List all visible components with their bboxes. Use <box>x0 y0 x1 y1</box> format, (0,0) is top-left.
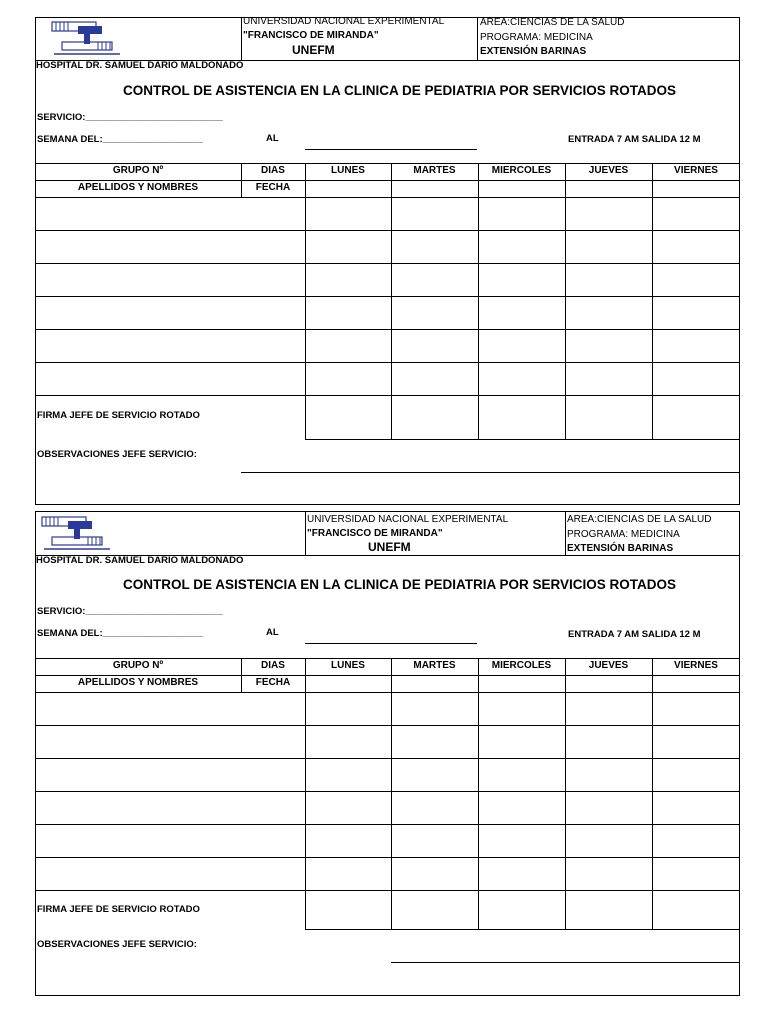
servicio-label: SERVICIO:__________________________ <box>37 606 223 617</box>
col-viernes: VIERNES <box>674 165 718 176</box>
col-miercoles: MIERCOLES <box>491 660 552 671</box>
university-line2: "FRANCISCO DE MIRANDA" <box>307 528 443 539</box>
col-viernes: VIERNES <box>674 660 718 671</box>
area-line1: AREA:CIENCIAS DE LA SALUD <box>480 17 625 28</box>
col-jueves: JUEVES <box>588 165 629 176</box>
col-dias: DIAS <box>261 165 285 176</box>
al-label: AL <box>266 133 279 144</box>
area-line2: PROGRAMA: MEDICINA <box>480 32 593 43</box>
al-label: AL <box>266 627 279 638</box>
col-apellidos: APELLIDOS Y NOMBRES <box>77 677 199 688</box>
col-miercoles: MIERCOLES <box>491 165 552 176</box>
col-lunes: LUNES <box>331 660 365 671</box>
unefm-logo-icon <box>50 20 126 56</box>
area-line2: PROGRAMA: MEDICINA <box>567 529 680 540</box>
horario-text: ENTRADA 7 AM SALIDA 12 M <box>568 629 701 640</box>
unefm-logo-icon <box>40 515 116 551</box>
area-line3: EXTENSIÓN BARINAS <box>480 46 587 57</box>
university-line3: UNEFM <box>368 540 411 554</box>
servicio-label: SERVICIO:__________________________ <box>37 112 223 123</box>
observaciones-label: OBSERVACIONES JEFE SERVICIO: <box>37 939 197 950</box>
hospital-name: HOSPITAL DR. SAMUEL DARIO MALDONADO <box>36 555 244 566</box>
university-line3: UNEFM <box>292 43 335 57</box>
horario-text: ENTRADA 7 AM SALIDA 12 M <box>568 134 701 145</box>
col-fecha: FECHA <box>255 182 291 193</box>
semana-label: SEMANA DEL:___________________ <box>37 134 204 145</box>
col-dias: DIAS <box>261 660 285 671</box>
area-line3: EXTENSIÓN BARINAS <box>567 543 674 554</box>
col-jueves: JUEVES <box>588 660 629 671</box>
col-grupo: GRUPO Nº <box>112 165 164 176</box>
firma-label: FIRMA JEFE DE SERVICIO ROTADO <box>37 904 200 915</box>
col-martes: MARTES <box>413 165 456 176</box>
col-lunes: LUNES <box>331 165 365 176</box>
hospital-name: HOSPITAL DR. SAMUEL DARIO MALDONADO <box>36 60 244 71</box>
form-title: CONTROL DE ASISTENCIA EN LA CLINICA DE PEDIATRIA POR SERVICIOS ROTADOS <box>123 577 677 592</box>
firma-label: FIRMA JEFE DE SERVICIO ROTADO <box>37 410 200 421</box>
semana-label: SEMANA DEL:___________________ <box>37 628 204 639</box>
university-line2: "FRANCISCO DE MIRANDA" <box>243 30 379 41</box>
university-line1: UNIVERSIDAD NACIONAL EXPERIMENTAL <box>243 16 445 27</box>
university-line1: UNIVERSIDAD NACIONAL EXPERIMENTAL <box>307 514 509 525</box>
form-title: CONTROL DE ASISTENCIA EN LA CLINICA DE PEDIATRIA POR SERVICIOS ROTADOS <box>123 83 677 98</box>
col-apellidos: APELLIDOS Y NOMBRES <box>77 182 199 193</box>
area-line1: AREA:CIENCIAS DE LA SALUD <box>567 514 712 525</box>
col-martes: MARTES <box>413 660 456 671</box>
col-grupo: GRUPO Nº <box>112 660 164 671</box>
col-fecha: FECHA <box>255 677 291 688</box>
observaciones-label: OBSERVACIONES JEFE SERVICIO: <box>37 449 197 460</box>
